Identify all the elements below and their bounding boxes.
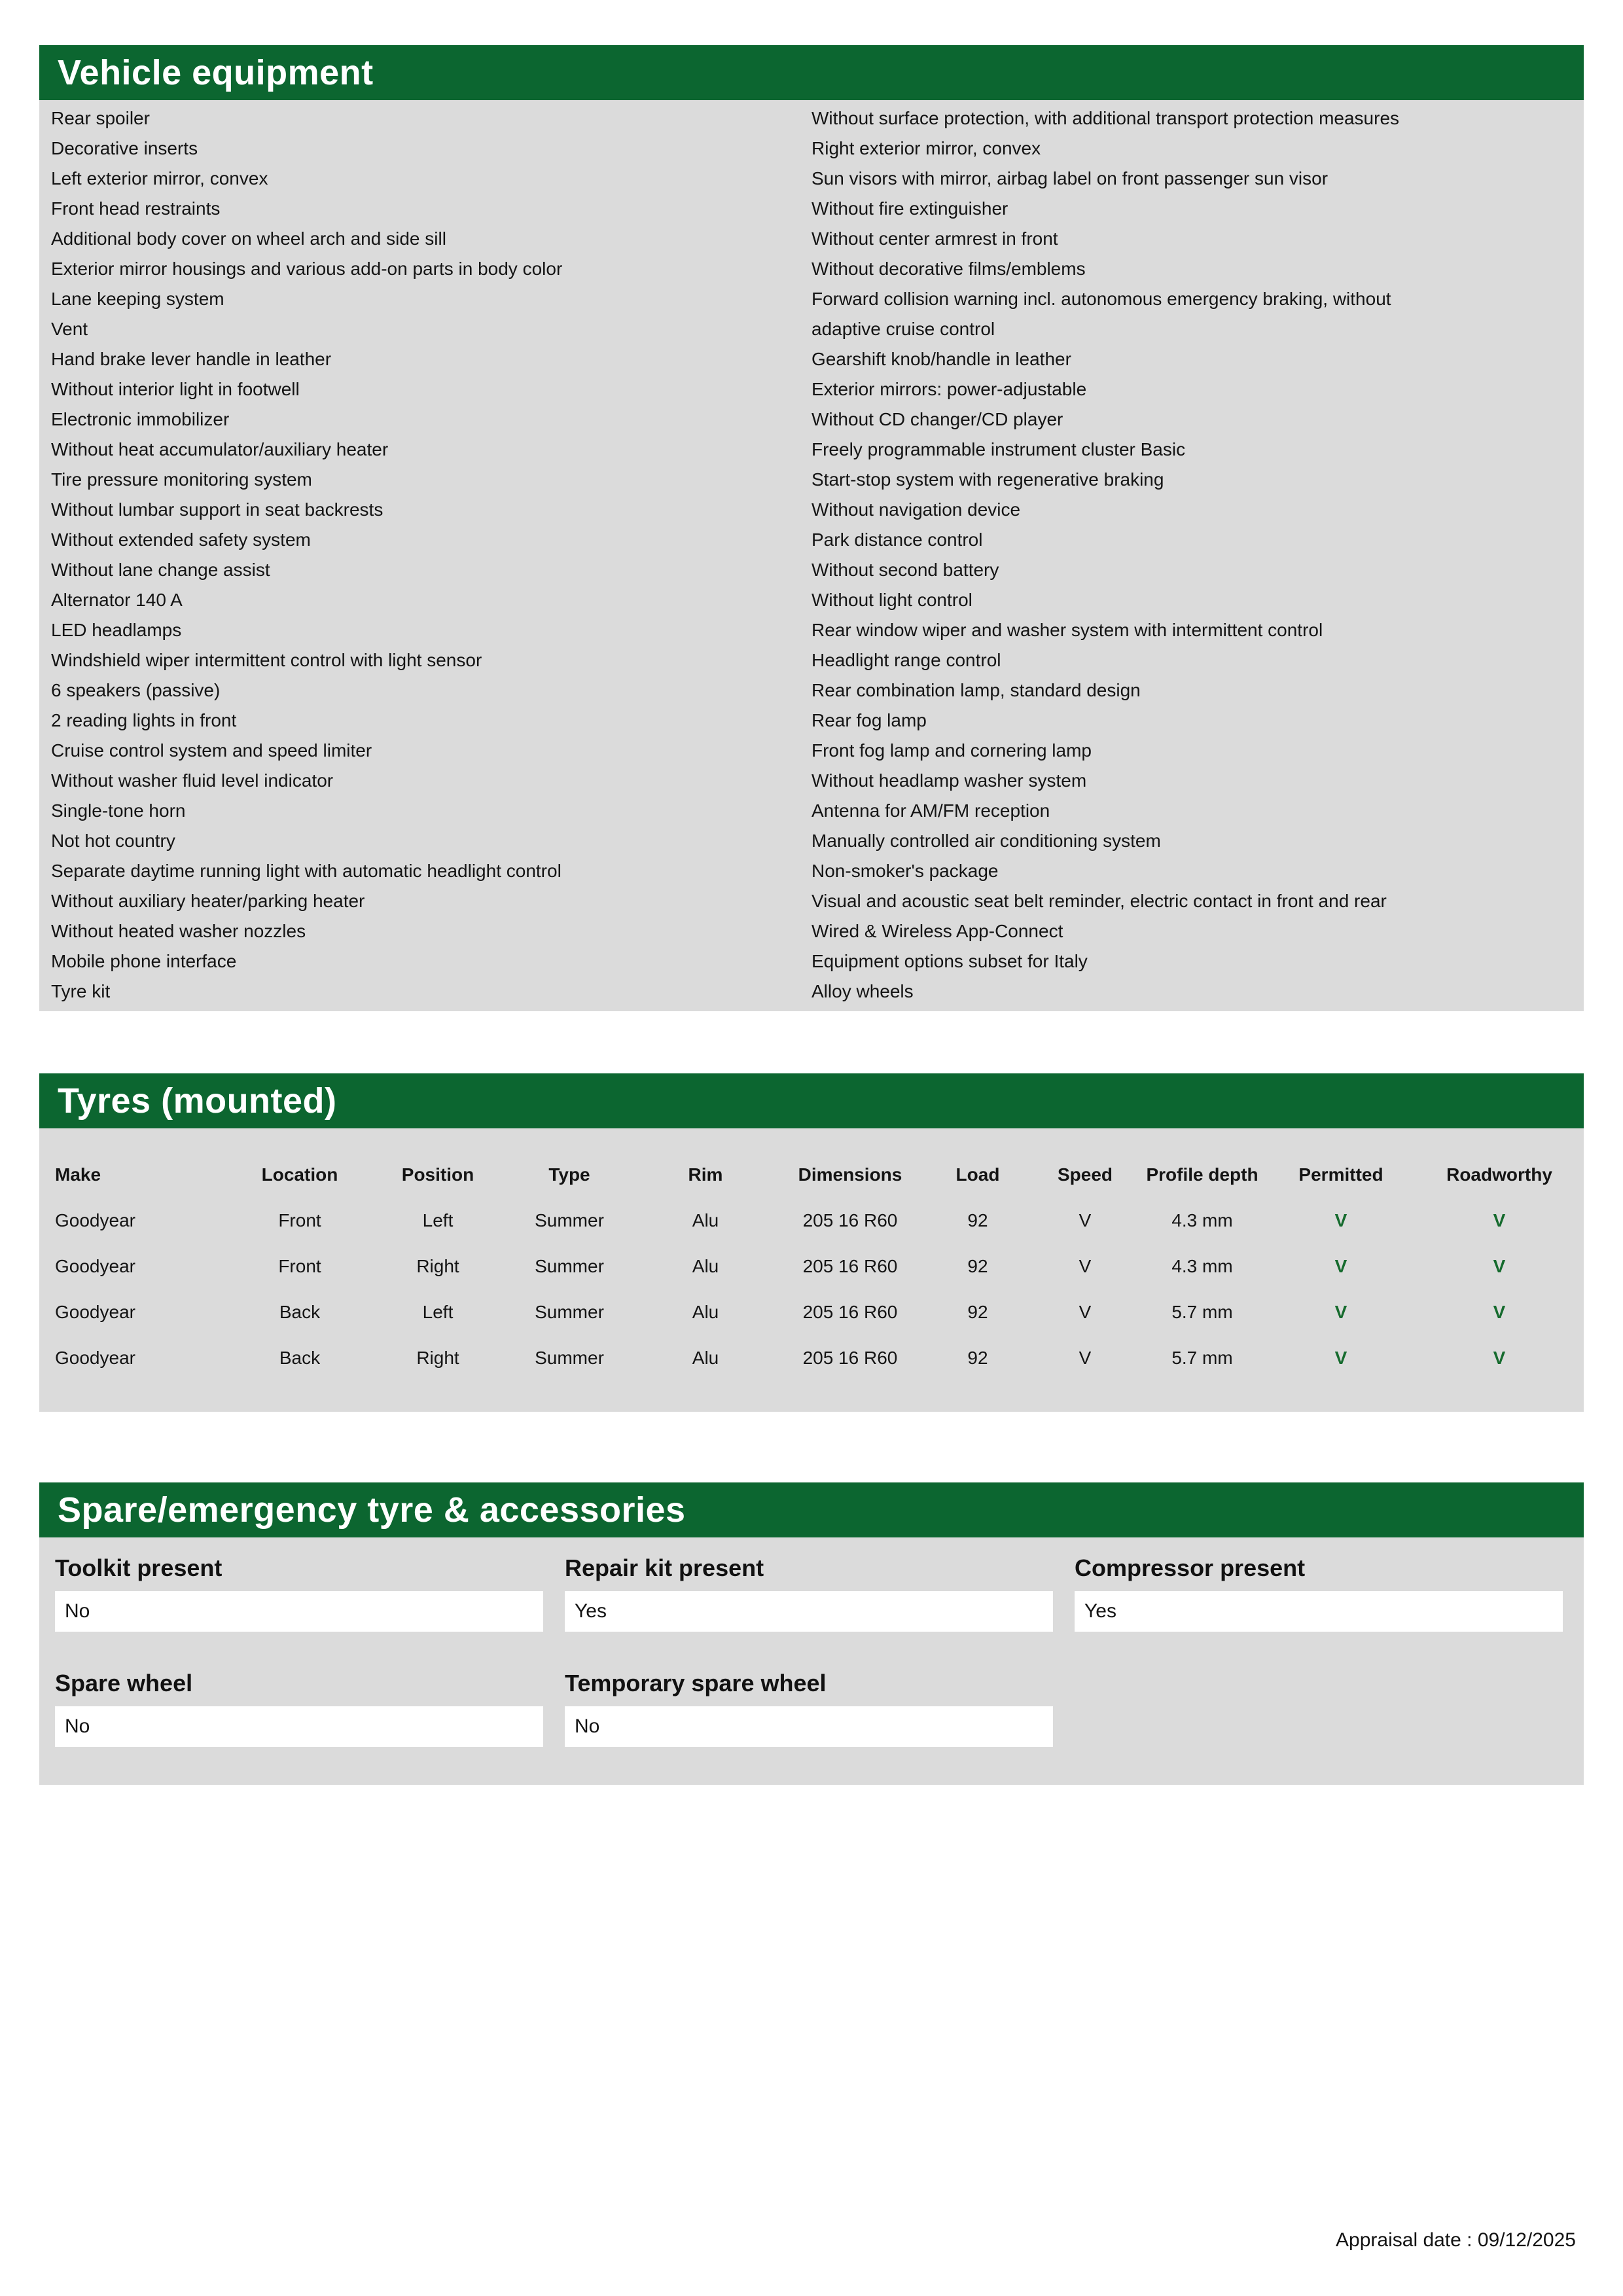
cell-position: Right	[416, 1348, 459, 1368]
equipment-item: Wired & Wireless App-Connect	[812, 921, 1063, 941]
cell-type: Summer	[535, 1210, 604, 1230]
section-title: Vehicle equipment	[58, 53, 374, 92]
cell-dimensions: 205 16 R60	[802, 1256, 898, 1276]
equipment-item: Additional body cover on wheel arch and side sill	[51, 228, 446, 249]
equipment-item: LED headlamps	[51, 620, 182, 640]
table-row	[39, 1289, 1584, 1335]
field-label: Temporary spare wheel	[565, 1670, 827, 1696]
cell-location: Front	[278, 1256, 321, 1276]
equipment-item: Start-stop system with regenerative braking	[812, 469, 1164, 490]
equipment-item: Without extended safety system	[51, 529, 311, 550]
equipment-item: Visual and acoustic seat belt reminder, electric contact in front and rear	[812, 891, 1387, 911]
equipment-item: Separate daytime running light with automatic headlight control	[51, 861, 562, 881]
equipment-item: Without heated washer nozzles	[51, 921, 306, 941]
equipment-item: Vent	[51, 319, 88, 339]
column-header: Speed	[1057, 1164, 1113, 1185]
equipment-item: Cruise control system and speed limiter	[51, 740, 372, 761]
spare-field	[55, 1670, 543, 1747]
equipment-item: Alternator 140 A	[51, 590, 183, 610]
equipment-column-left	[51, 103, 812, 1007]
field-value-box: Yes	[1075, 1591, 1563, 1632]
equipment-item: Electronic immobilizer	[51, 409, 230, 429]
equipment-item: Rear window wiper and washer system with intermittent control	[812, 620, 1323, 640]
equipment-item: Without second battery	[812, 560, 999, 580]
equipment-item: Front head restraints	[51, 198, 221, 219]
equipment-item: Rear combination lamp, standard design	[812, 680, 1141, 700]
cell-roadworthy-check: V	[1493, 1302, 1506, 1322]
equipment-item: Antenna for AM/FM reception	[812, 800, 1050, 821]
cell-speed: V	[1079, 1256, 1092, 1276]
equipment-item: Tire pressure monitoring system	[51, 469, 312, 490]
cell-profile-depth: 4.3 mm	[1171, 1210, 1233, 1230]
equipment-item: Exterior mirrors: power-adjustable	[812, 379, 1087, 399]
equipment-item: Equipment options subset for Italy	[812, 951, 1088, 971]
column-header: Profile depth	[1146, 1164, 1258, 1185]
equipment-item: Not hot country	[51, 831, 175, 851]
equipment-item: 6 speakers (passive)	[51, 680, 221, 700]
cell-rim: Alu	[692, 1210, 719, 1230]
equipment-item: Freely programmable instrument cluster Basic	[812, 439, 1186, 459]
spare-field	[565, 1670, 1053, 1747]
cell-make: Goodyear	[55, 1256, 135, 1276]
equipment-item: Manually controlled air conditioning system	[812, 831, 1161, 851]
vehicle-equipment-header	[39, 45, 1584, 100]
equipment-item: Gearshift knob/handle in leather	[812, 349, 1071, 369]
equipment-item: Sun visors with mirror, airbag label on front passenger sun visor	[812, 168, 1329, 188]
field-value-box: No	[55, 1706, 543, 1747]
spare-body	[39, 1537, 1584, 1785]
section-title: Spare/emergency tyre & accessories	[58, 1490, 686, 1530]
equipment-item: Without center armrest in front	[812, 228, 1058, 249]
equipment-item: Without fire extinguisher	[812, 198, 1008, 219]
cell-roadworthy-check: V	[1493, 1256, 1506, 1276]
equipment-item: Windshield wiper intermittent control with light sensor	[51, 650, 482, 670]
column-header: Permitted	[1298, 1164, 1383, 1185]
equipment-item: Right exterior mirror, convex	[812, 138, 1041, 158]
spare-field	[55, 1554, 543, 1632]
cell-permitted-check: V	[1334, 1256, 1347, 1276]
cell-profile-depth: 5.7 mm	[1171, 1348, 1233, 1368]
equipment-item: Alloy wheels	[812, 981, 914, 1001]
tyres-section	[39, 1073, 1584, 1412]
cell-type: Summer	[535, 1348, 604, 1368]
spare-section	[39, 1482, 1584, 1785]
equipment-item: Forward collision warning incl. autonomous emergency braking, without	[812, 289, 1391, 309]
cell-rim: Alu	[692, 1348, 719, 1368]
equipment-item: Hand brake lever handle in leather	[51, 349, 332, 369]
cell-rim: Alu	[692, 1256, 719, 1276]
cell-make: Goodyear	[55, 1210, 135, 1230]
equipment-item: Without lane change assist	[51, 560, 270, 580]
equipment-item: Without headlamp washer system	[812, 770, 1087, 791]
cell-make: Goodyear	[55, 1302, 135, 1322]
spare-header	[39, 1482, 1584, 1537]
spare-field	[1075, 1554, 1563, 1632]
equipment-item: Tyre kit	[51, 981, 111, 1001]
column-header: Position	[401, 1164, 474, 1185]
column-header: Rim	[688, 1164, 723, 1185]
cell-profile-depth: 5.7 mm	[1171, 1302, 1233, 1322]
equipment-item: Without navigation device	[812, 499, 1021, 520]
cell-position: Right	[416, 1256, 459, 1276]
cell-dimensions: 205 16 R60	[802, 1210, 898, 1230]
column-header: Dimensions	[798, 1164, 902, 1185]
equipment-item: Without light control	[812, 590, 972, 610]
field-label: Toolkit present	[55, 1554, 223, 1581]
appraisal-date: Appraisal date : 09/12/2025	[1336, 2229, 1576, 2251]
equipment-item: Headlight range control	[812, 650, 1001, 670]
cell-roadworthy-check: V	[1493, 1348, 1506, 1368]
cell-speed: V	[1079, 1348, 1092, 1368]
equipment-item: Without heat accumulator/auxiliary heater	[51, 439, 389, 459]
equipment-item: Lane keeping system	[51, 289, 224, 309]
table-row	[39, 1244, 1584, 1289]
cell-load: 92	[967, 1348, 988, 1368]
equipment-item: Without decorative films/emblems	[812, 259, 1086, 279]
field-label: Spare wheel	[55, 1670, 193, 1696]
spare-fields-grid	[55, 1554, 1563, 1747]
equipment-item: Non-smoker's package	[812, 861, 999, 881]
cell-permitted-check: V	[1334, 1302, 1347, 1322]
column-header: Location	[261, 1164, 338, 1185]
equipment-item: Without lumbar support in seat backrests	[51, 499, 383, 520]
spare-field	[565, 1554, 1053, 1632]
equipment-item: Without CD changer/CD player	[812, 409, 1063, 429]
equipment-item: Without washer fluid level indicator	[51, 770, 334, 791]
column-header: Type	[548, 1164, 590, 1185]
equipment-item: Single-tone horn	[51, 800, 186, 821]
cell-speed: V	[1079, 1210, 1092, 1230]
cell-location: Back	[279, 1302, 321, 1322]
cell-make: Goodyear	[55, 1348, 135, 1368]
column-header: Roadworthy	[1446, 1164, 1552, 1185]
tyres-table	[39, 1152, 1584, 1381]
cell-type: Summer	[535, 1302, 604, 1322]
column-header: Make	[55, 1164, 101, 1185]
field-value-box: No	[55, 1591, 543, 1632]
equipment-item: Front fog lamp and cornering lamp	[812, 740, 1092, 761]
cell-location: Back	[279, 1348, 321, 1368]
equipment-item: Rear fog lamp	[812, 710, 927, 730]
field-label: Repair kit present	[565, 1554, 764, 1581]
cell-position: Left	[422, 1302, 454, 1322]
cell-profile-depth: 4.3 mm	[1171, 1256, 1233, 1276]
cell-rim: Alu	[692, 1302, 719, 1322]
cell-type: Summer	[535, 1256, 604, 1276]
tyres-header	[39, 1073, 1584, 1128]
field-value-box: Yes	[565, 1591, 1053, 1632]
cell-position: Left	[422, 1210, 454, 1230]
column-header: Load	[955, 1164, 1000, 1185]
equipment-column-right	[812, 103, 1572, 1007]
cell-dimensions: 205 16 R60	[802, 1302, 898, 1322]
equipment-item: adaptive cruise control	[812, 319, 995, 339]
cell-permitted-check: V	[1334, 1348, 1347, 1368]
tyres-table-header-row	[39, 1152, 1584, 1198]
section-title: Tyres (mounted)	[58, 1081, 337, 1121]
equipment-item: Park distance control	[812, 529, 983, 550]
cell-speed: V	[1079, 1302, 1092, 1322]
equipment-item: Left exterior mirror, convex	[51, 168, 268, 188]
cell-load: 92	[967, 1256, 988, 1276]
vehicle-equipment-section	[39, 45, 1584, 1011]
table-row	[39, 1198, 1584, 1244]
cell-load: 92	[967, 1302, 988, 1322]
page-content	[39, 0, 1584, 1785]
cell-dimensions: 205 16 R60	[802, 1348, 898, 1368]
equipment-item: Without surface protection, with additional transport protection measures	[812, 108, 1400, 128]
equipment-item: Without interior light in footwell	[51, 379, 300, 399]
cell-roadworthy-check: V	[1493, 1210, 1506, 1230]
vehicle-equipment-body	[39, 100, 1584, 1011]
equipment-item: Decorative inserts	[51, 138, 198, 158]
field-label: Compressor present	[1075, 1554, 1306, 1581]
equipment-item: 2 reading lights in front	[51, 710, 237, 730]
cell-permitted-check: V	[1334, 1210, 1347, 1230]
tyres-body	[39, 1128, 1584, 1412]
cell-load: 92	[967, 1210, 988, 1230]
equipment-item: Mobile phone interface	[51, 951, 237, 971]
equipment-item: Rear spoiler	[51, 108, 150, 128]
cell-location: Front	[278, 1210, 321, 1230]
equipment-item: Exterior mirror housings and various add-on parts in body color	[51, 259, 563, 279]
equipment-item: Without auxiliary heater/parking heater	[51, 891, 365, 911]
table-row	[39, 1335, 1584, 1381]
field-value-box: No	[565, 1706, 1053, 1747]
